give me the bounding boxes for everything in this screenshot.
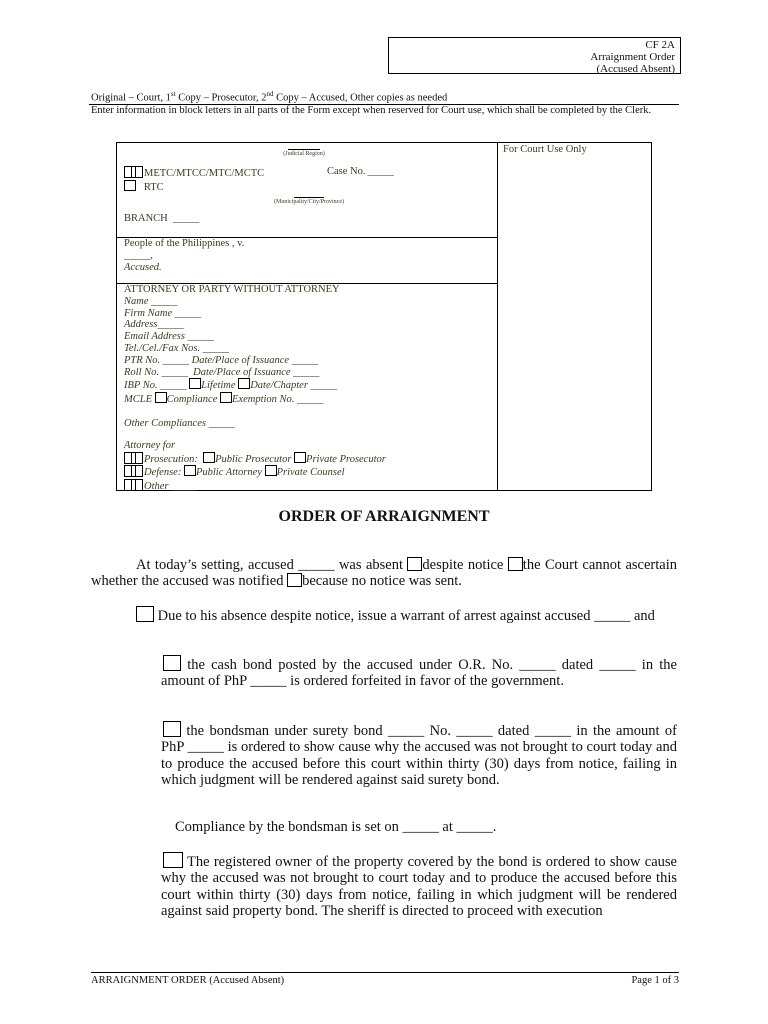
bondsman-compliance-paragraph: Compliance by the bondsman is set on _____ at _____. xyxy=(175,819,497,835)
court-type-options xyxy=(124,166,264,194)
accused-label: Accused. xyxy=(124,261,162,273)
roll-field[interactable]: Roll No. _____ Date/Place of Issuance _____ xyxy=(124,366,320,378)
public-prosecutor-checkbox[interactable] xyxy=(203,452,215,463)
surety-bond-paragraph: the bondsman under surety bond _____ No. _____ dated _____ in the amount of PhP _____ is ordered to show cause why the accused was not brought to court today and to produce the accused before this court within thirty (30) days from notice, failing in which judgment will be rendered against said surety bond. xyxy=(161,723,677,788)
defense-row: Defense: Public Attorney Private Counsel xyxy=(124,465,386,479)
lifetime-checkbox[interactable] xyxy=(189,378,201,389)
court-option-rtc[interactable]: RTC xyxy=(124,180,264,194)
attorney-heading: ATTORNEY OR PARTY WITHOUT ATTORNEY xyxy=(124,284,340,295)
checkbox[interactable] xyxy=(124,180,136,191)
parties-caption xyxy=(124,238,244,273)
cash-bond-checkbox[interactable] xyxy=(163,655,181,671)
form-name: Arraignment Order xyxy=(590,51,675,63)
email-field[interactable]: Email Address _____ xyxy=(124,331,214,343)
instruction-text: Enter information in block letters in all parts of the Form except when reserved for Court use, which shall be completed by the Clerk. xyxy=(91,105,652,116)
public-attorney-checkbox[interactable] xyxy=(184,465,196,476)
defense-checkbox[interactable] xyxy=(124,465,144,477)
judicial-region-field[interactable] xyxy=(282,149,326,157)
date-chapter-checkbox[interactable] xyxy=(238,378,250,389)
tel-field[interactable]: Tel./Cel./Fax Nos. _____ xyxy=(124,342,229,354)
warrant-checkbox[interactable] xyxy=(136,606,154,622)
accused-name-blank[interactable]: _____, xyxy=(124,249,153,261)
people-label: People of the Philippines , v. xyxy=(124,238,245,249)
copies-distribution: Original – Court, 1st Copy – Prosecutor, 2nd Copy – Accused, Other copies as needed xyxy=(91,90,448,104)
court-use-label: For Court Use Only xyxy=(503,144,587,155)
name-field[interactable]: Name _____ xyxy=(124,295,178,307)
despite-notice-checkbox[interactable] xyxy=(407,557,422,571)
no-notice-checkbox[interactable] xyxy=(287,573,302,587)
footer-form-name: ARRAIGNMENT ORDER (Accused Absent) xyxy=(91,975,285,986)
municipality-field[interactable] xyxy=(264,197,354,205)
judicial-region-label: (Judicial Region) xyxy=(283,151,325,157)
private-counsel-checkbox[interactable] xyxy=(265,465,277,476)
cannot-ascertain-checkbox[interactable] xyxy=(508,557,523,571)
court-use-divider xyxy=(497,142,498,491)
page-number: Page 1 of 3 xyxy=(631,975,679,986)
exemption-checkbox[interactable] xyxy=(220,392,232,403)
ibp-field[interactable]: IBP No. _____ Lifetime Date/Chapter _____ xyxy=(124,380,337,392)
footer-divider xyxy=(91,972,679,973)
property-bond-checkbox[interactable] xyxy=(163,852,183,868)
ptr-field[interactable]: PTR No. _____ Date/Place of Issuance _____ xyxy=(124,354,318,366)
checkbox[interactable] xyxy=(124,166,144,178)
firm-name-field[interactable]: Firm Name _____ xyxy=(124,307,201,319)
attorney-for-label: Attorney for xyxy=(124,439,176,451)
prosecution-checkbox[interactable] xyxy=(124,452,144,464)
warrant-paragraph: Due to his absence despite notice, issue a warrant of arrest against accused _____ and xyxy=(91,606,677,624)
form-id-box xyxy=(388,37,681,74)
address-field[interactable]: Address_____ xyxy=(124,319,184,331)
form-code: CF 2A xyxy=(645,39,675,51)
branch-field[interactable]: BRANCH _____ xyxy=(124,213,200,224)
attorney-section xyxy=(124,284,386,493)
other-compliances-field[interactable]: Other Compliances _____ xyxy=(124,417,235,429)
surety-bond-checkbox[interactable] xyxy=(163,721,181,737)
case-no-field[interactable]: Case No. _____ xyxy=(327,166,394,177)
absence-paragraph: At today’s setting, accused _____ was absent despite notice the Court cannot ascertain whether the accused was notified because no notice was sent. xyxy=(91,557,678,590)
form-variant: (Accused Absent) xyxy=(596,63,675,75)
private-prosecutor-checkbox[interactable] xyxy=(294,452,306,463)
prosecution-row: Prosecution: Public Prosecutor Private Prosecutor xyxy=(124,452,386,466)
document-title: ORDER OF ARRAIGNMENT xyxy=(278,508,490,525)
compliance-checkbox[interactable] xyxy=(155,392,167,403)
property-bond-paragraph: The registered owner of the property covered by the bond is ordered to show cause why the accused was not brought to court today and to produce the accused before this court within thirty (30) days from notice, failing in which judgment will be rendered against said property bond. The sheriff is directed to proceed with execution xyxy=(161,854,677,919)
municipality-label: (Municipality/City/Province) xyxy=(274,199,344,205)
other-row: Other _____ xyxy=(124,479,386,493)
other-checkbox[interactable] xyxy=(124,479,144,491)
mcle-field[interactable]: MCLE Compliance Exemption No. _____ xyxy=(124,394,324,406)
court-option-metc[interactable]: METC/MTCC/MTC/MCTC xyxy=(124,166,264,180)
cash-bond-paragraph: the cash bond posted by the accused under O.R. No. _____ dated _____ in the amount of PhP _____ is ordered forfeited in favor of the government. xyxy=(161,657,677,690)
